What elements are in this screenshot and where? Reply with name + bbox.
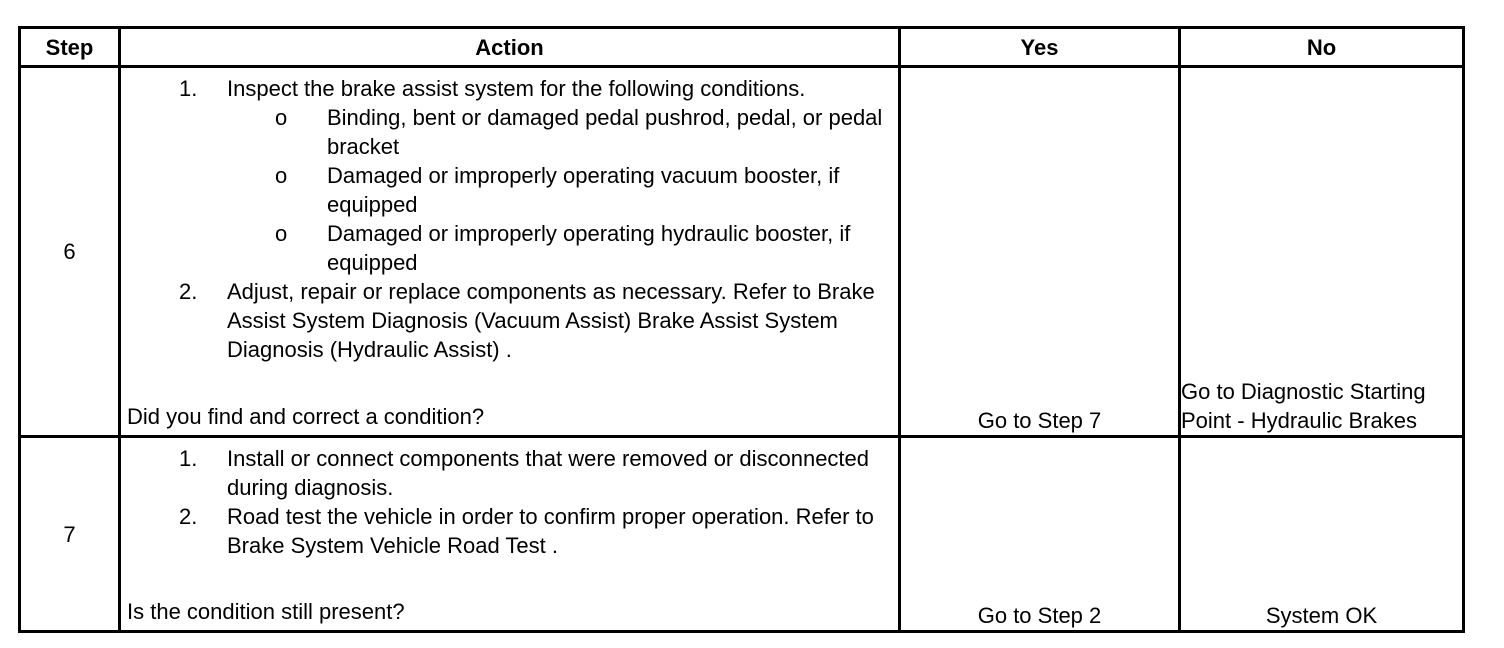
bullet-icon: o <box>275 163 288 188</box>
diagnostic-table <box>18 26 1465 633</box>
action-cell <box>120 437 900 632</box>
table-row <box>20 437 1464 632</box>
sub-condition <box>275 103 892 161</box>
table-row <box>20 67 1464 437</box>
action-step-text: Adjust, repair or replace components as necessary. Refer to Brake Assist System Diagnosis (Vacuum Assist) Brake Assist System Diagnosis (Hydraulic Assist) . <box>227 279 875 362</box>
action-step-number: 1. <box>179 76 198 101</box>
bullet-icon: o <box>275 105 288 130</box>
header-action: Action <box>120 28 900 67</box>
action-cell <box>120 67 900 437</box>
yes-result: Go to Step 7 <box>900 67 1180 437</box>
step-number: 6 <box>20 67 120 437</box>
action-step-text: Road test the vehicle in order to confirm proper operation. Refer to Brake System Vehicle Road Test . <box>227 504 874 558</box>
header-step: Step <box>20 28 120 67</box>
action-step-number: 1. <box>179 446 198 471</box>
action-step-text: Install or connect components that were removed or disconnected during diagnosis. <box>227 446 870 500</box>
sub-condition-text: Damaged or improperly operating hydraulic booster, if equipped <box>327 221 851 275</box>
question-text: Is the condition still present? <box>127 599 405 624</box>
action-step <box>127 277 892 364</box>
yes-result: Go to Step 2 <box>900 437 1180 632</box>
action-step-number: 2. <box>179 279 198 304</box>
header-row <box>20 28 1464 67</box>
action-step-number: 2. <box>179 504 198 529</box>
action-step <box>127 502 892 560</box>
action-step-text: Inspect the brake assist system for the following conditions. <box>227 76 806 101</box>
bullet-icon: o <box>275 221 288 246</box>
no-result: Go to Diagnostic Starting Point - Hydraulic Brakes <box>1180 67 1464 437</box>
sub-condition <box>275 219 892 277</box>
step-number: 7 <box>20 437 120 632</box>
action-step <box>127 74 892 277</box>
sub-condition-text: Damaged or improperly operating vacuum booster, if equipped <box>327 163 840 217</box>
header-yes: Yes <box>900 28 1180 67</box>
header-no: No <box>1180 28 1464 67</box>
no-result: System OK <box>1180 437 1464 632</box>
sub-condition-text: Binding, bent or damaged pedal pushrod, pedal, or pedal bracket <box>327 105 883 159</box>
action-step <box>127 444 892 502</box>
sub-condition <box>275 161 892 219</box>
question-text: Did you find and correct a condition? <box>127 404 485 429</box>
